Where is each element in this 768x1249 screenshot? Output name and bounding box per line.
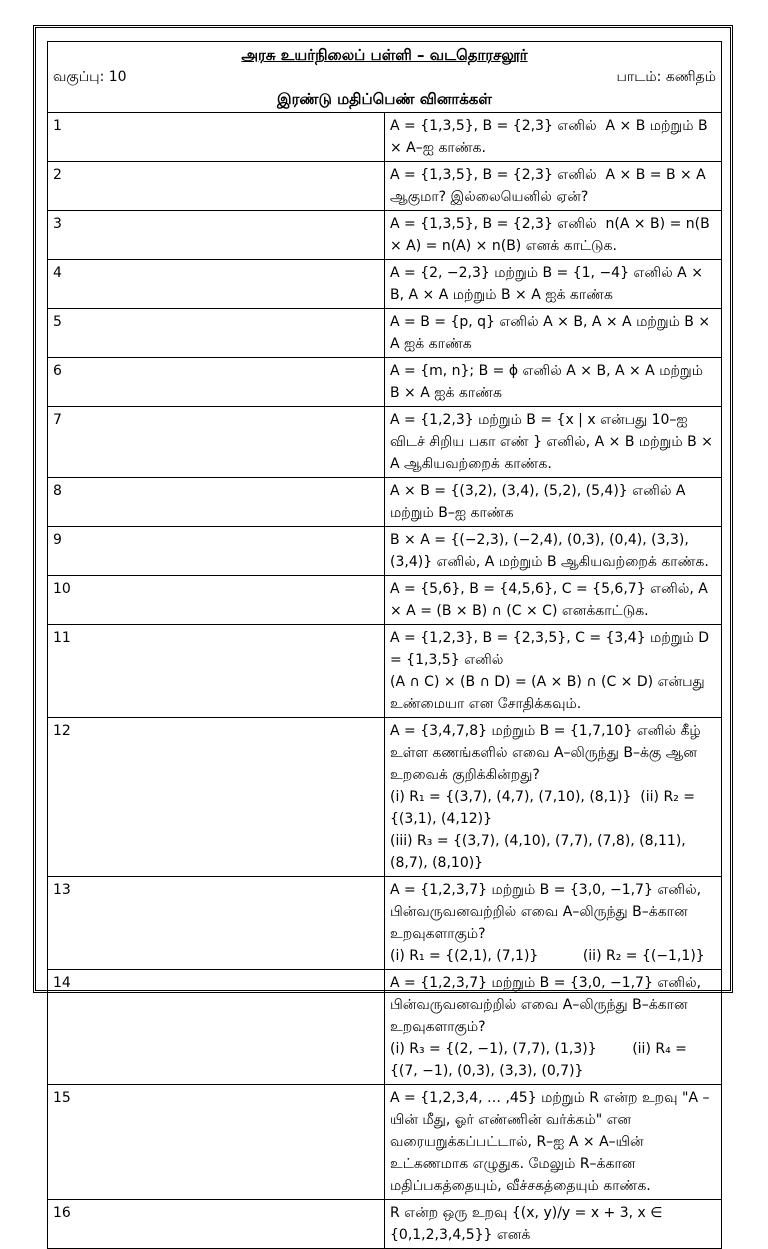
question-number: 15	[48, 1085, 385, 1200]
question-number: 16	[48, 1200, 385, 1249]
question-text: A × B = {(3,2), (3,4), (5,2), (5,4)} எனில் A மற்றும் B–ஐ காண்க	[385, 478, 722, 527]
question-sheet	[47, 41, 722, 1249]
class-label: வகுப்பு: 10	[53, 69, 127, 85]
question-number: 4	[48, 260, 385, 309]
question-row	[48, 576, 722, 625]
question-number: 11	[48, 625, 385, 718]
question-number: 6	[48, 358, 385, 407]
question-text: A = {1,2,3,7} மற்றும் B = {3,0, −1,7} எனில், பின்வருவனவற்றில் எவை A–லிருந்து B–க்கான உறவுகளாகும்? (i) R₃ = {(2, −1), (7,7), (1,3)} (ii) R₄ = {(7, −1), (0,3), (3,3), (0,7)}	[385, 970, 722, 1085]
header-row	[48, 42, 722, 113]
question-number: 10	[48, 576, 385, 625]
question-text: A = {1,2,3,7} மற்றும் B = {3,0, −1,7} எனில், பின்வருவனவற்றில் எவை A–லிருந்து B–க்கான உறவுகளாகும்? (i) R₁ = {(2,1), (7,1)} (ii) R₂ = {(−1,1)}	[385, 877, 722, 970]
question-text: R என்ற ஒரு உறவு {(x, y)/y = x + 3, x ∈ {0,1,2,3,4,5}} எனக்	[385, 1200, 722, 1249]
question-row	[48, 625, 722, 718]
question-row	[48, 407, 722, 478]
question-row	[48, 478, 722, 527]
question-text: A = {1,2,3}, B = {2,3,5}, C = {3,4} மற்றும் D = {1,3,5} எனில் (A ∩ C) × (B ∩ D) = (A × B) ∩ (C × D) என்பது உண்மையா என சோதிக்கவும்.	[385, 625, 722, 718]
question-row	[48, 718, 722, 877]
question-text: A = {1,3,5}, B = {2,3} எனில் A × B = B × A ஆகுமா? இல்லையெனில் ஏன்?	[385, 162, 722, 211]
meta-line	[53, 66, 716, 88]
question-row	[48, 113, 722, 162]
question-row	[48, 162, 722, 211]
question-row	[48, 1200, 722, 1249]
question-text: A = {1,3,5}, B = {2,3} எனில் A × B மற்றும் B × A–ஐ காண்க.	[385, 113, 722, 162]
question-text: A = {1,2,3,4, … ,45} மற்றும் R என்ற உறவு "A –யின் மீது, ஓர் எண்ணின் வர்க்கம்" என வரையறுக்கப்பட்டால், R–ஐ A × A–யின் உட்கணமாக எழுதுக. மேலும் R–க்கான மதிப்பகத்தையும், வீச்சகத்தையும் காண்க.	[385, 1085, 722, 1200]
question-text: A = {1,3,5}, B = {2,3} எனில் n(A × B) = n(B × A) = n(A) × n(B) எனக் காட்டுக.	[385, 211, 722, 260]
section-title: இரண்டு மதிப்பெண் வினாக்கள்	[277, 90, 492, 108]
question-text: A = B = {p, q} எனில் A × B, A × A மற்றும் B × A ஐக் காண்க	[385, 309, 722, 358]
question-text: A = {5,6}, B = {4,5,6}, C = {5,6,7} எனில், A × A = (B × B) ∩ (C × C) எனக்காட்டுக.	[385, 576, 722, 625]
question-number: 12	[48, 718, 385, 877]
question-row	[48, 211, 722, 260]
question-row	[48, 309, 722, 358]
question-number: 8	[48, 478, 385, 527]
question-number: 7	[48, 407, 385, 478]
question-number: 9	[48, 527, 385, 576]
subject-label: பாடம்: கணிதம்	[616, 69, 716, 85]
question-text: A = {2, −2,3} மற்றும் B = {1, −4} எனில் A × B, A × A மற்றும் B × A ஐக் காண்க	[385, 260, 722, 309]
questions-table	[47, 41, 722, 1249]
question-row	[48, 877, 722, 970]
question-number: 14	[48, 970, 385, 1085]
school-name: அரசு உயர்நிலைப் பள்ளி – வடதொரசலூர்	[241, 46, 528, 64]
question-number: 3	[48, 211, 385, 260]
question-row	[48, 358, 722, 407]
question-row	[48, 260, 722, 309]
question-text: B × A = {(−2,3), (−2,4), (0,3), (0,4), (3,3), (3,4)} எனில், A மற்றும் B ஆகியவற்றைக் காண்க.	[385, 527, 722, 576]
question-text: A = {3,4,7,8} மற்றும் B = {1,7,10} எனில் கீழ் உள்ள கணங்களில் எவை A–லிருந்து B–க்கு ஆன உறவைக் குறிக்கின்றது? (i) R₁ = {(3,7), (4,7), (7,10), (8,1)} (ii) R₂ = {(3,1), (4,12)} (iii) R₃ = {(3,7), (4,10), (7,7), (7,8), (8,11), (8,7), (8,10)}	[385, 718, 722, 877]
question-row	[48, 527, 722, 576]
question-row	[48, 1085, 722, 1200]
question-row	[48, 970, 722, 1085]
question-text: A = {m, n}; B = ϕ எனில் A × B, A × A மற்றும் B × A ஐக் காண்க	[385, 358, 722, 407]
question-number: 2	[48, 162, 385, 211]
question-number: 1	[48, 113, 385, 162]
question-number: 5	[48, 309, 385, 358]
question-number: 13	[48, 877, 385, 970]
question-text: A = {1,2,3} மற்றும் B = {x | x என்பது 10–ஐ விடச் சிறிய பகா எண் } எனில், A × B மற்றும் B × A ஆகியவற்றைக் காண்க.	[385, 407, 722, 478]
